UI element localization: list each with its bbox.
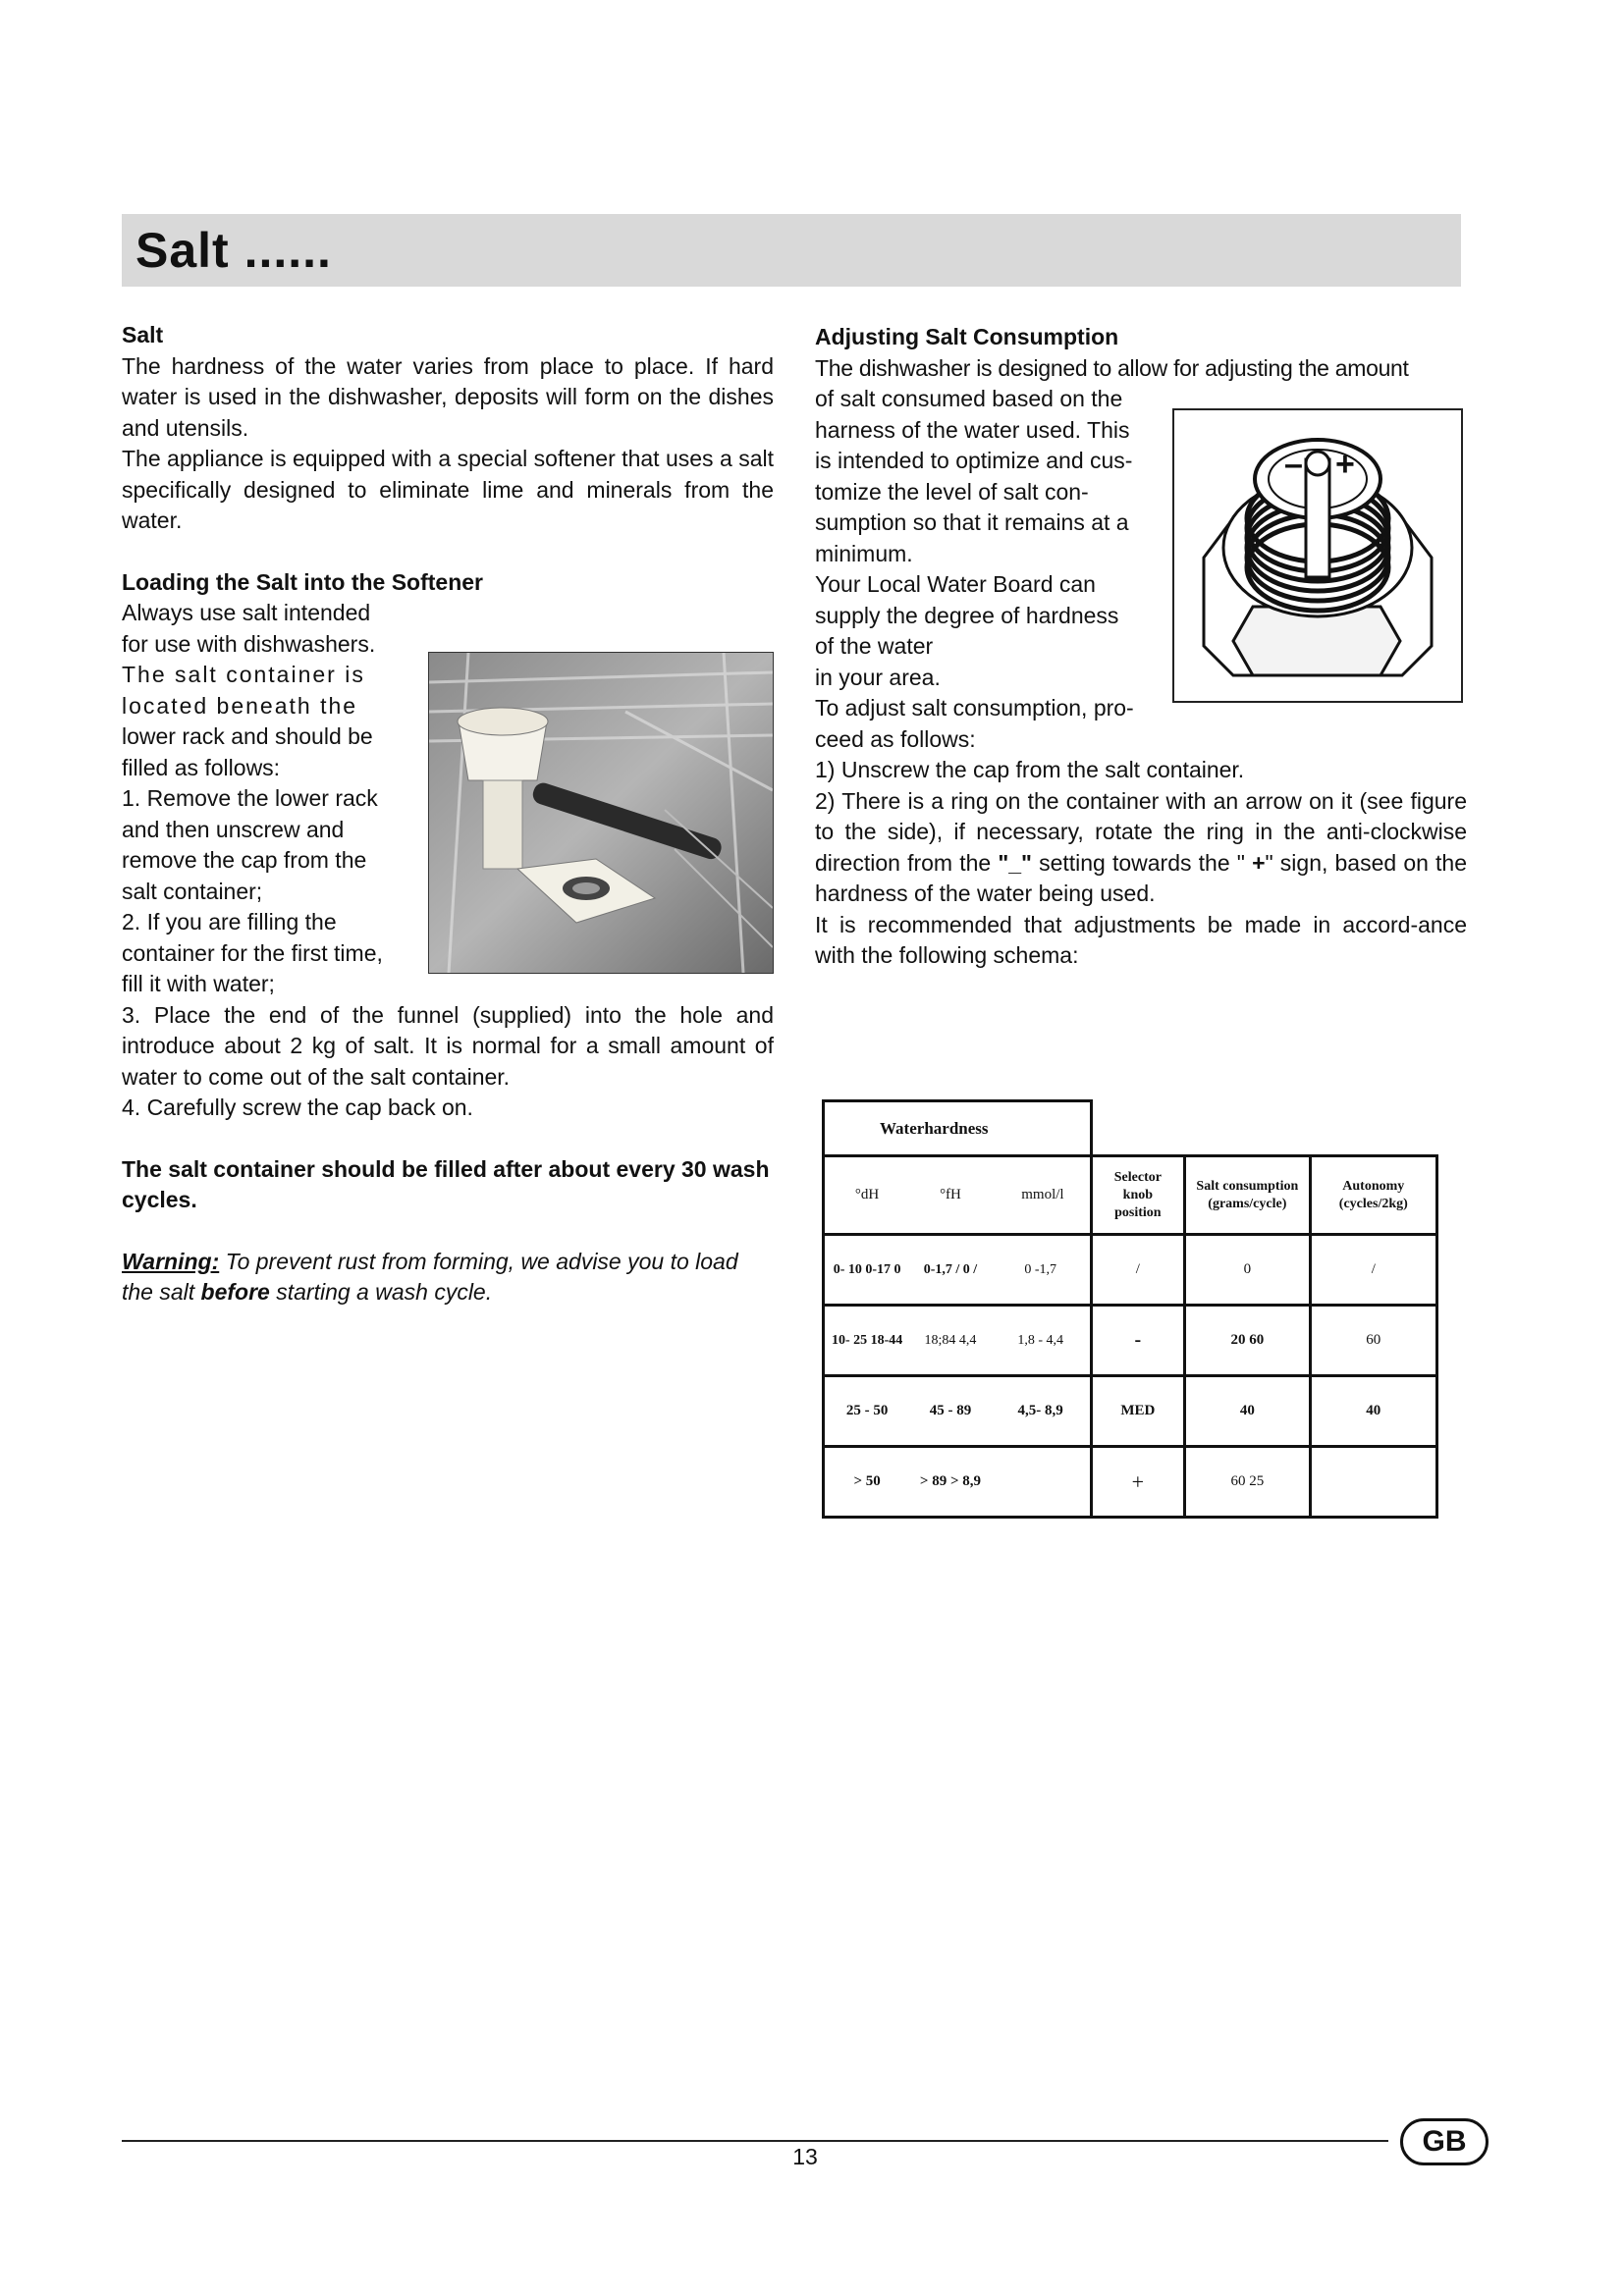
adjusting-line: supply the degree of hardness: [815, 602, 1119, 628]
adjusting-wrap-lines: [815, 384, 1164, 755]
cell: +: [1091, 1447, 1184, 1518]
cell: -: [1091, 1306, 1184, 1376]
salt-paragraph-1: The hardness of the water varies from place to place. If hard water is used in the dishwasher, deposits will form on the dishes and utensils.: [122, 352, 774, 441]
warning-note: [122, 1247, 774, 1308]
loading-line: and then unscrew and: [122, 816, 345, 842]
step2-text-mid: setting towards the ": [1031, 849, 1253, 876]
loading-line: Always use salt intended: [122, 600, 371, 625]
adjusting-step-1: 1) Unscrew the cap from the salt container.: [815, 757, 1245, 782]
adjusting-line: harness of the water used. This: [815, 416, 1130, 443]
cell: MED: [1091, 1376, 1184, 1447]
cell: 0: [1185, 1235, 1310, 1306]
salt-heading: Salt: [122, 322, 164, 347]
cell: > 89 > 8,9: [909, 1447, 992, 1518]
salt-paragraph-2: The appliance is equipped with a special softener that uses a salt specifically designed to eliminate lime and minerals from the water.: [122, 446, 774, 533]
table-row: [824, 1447, 1437, 1518]
country-badge: GB: [1400, 2118, 1489, 2165]
page-number: 13: [792, 2144, 818, 2169]
adjusting-line: minimum.: [815, 540, 913, 566]
loading-line: fill it with water;: [122, 971, 275, 996]
adjusting-line: To adjust salt consumption, pro-: [815, 695, 1134, 721]
salt-knob-illustration: [1174, 410, 1461, 701]
adjusting-line: Your Local Water Board can: [815, 571, 1096, 597]
cell: 60: [1310, 1306, 1436, 1376]
cell: 10- 25 18-44: [824, 1306, 910, 1376]
col-header-dh: °dH: [824, 1156, 910, 1235]
cell: 40: [1310, 1376, 1436, 1447]
warning-label: Warning:: [122, 1248, 220, 1274]
step-4: 4. Carefully screw the cap back on.: [122, 1095, 473, 1120]
loading-heading: Loading the Salt into the Softener: [122, 568, 483, 595]
adjusting-recommend: It is recommended that adjustments be made in accord-ance with the following schema:: [815, 911, 1467, 968]
cell: 18;84 4,4: [909, 1306, 992, 1376]
cell: 0 -1,7: [992, 1235, 1091, 1306]
cell: 20 60: [1185, 1306, 1310, 1376]
cell: 45 - 89: [909, 1376, 992, 1447]
step-3: 3. Place the end of the funnel (supplied) into the hole and introduce about 2 kg of salt. It is normal for a small amount of water to come out of the salt container.: [122, 1001, 774, 1090]
adjusting-line: ceed as follows:: [815, 725, 976, 752]
table-row: [824, 1235, 1437, 1306]
cell: 40: [1185, 1376, 1310, 1447]
footer-rule: [122, 2140, 1388, 2142]
knob-minus-label: –: [1284, 446, 1303, 483]
cell: 60 25: [1185, 1447, 1310, 1518]
adjusting-line: in your area.: [815, 664, 941, 690]
loading-line: salt container;: [122, 878, 263, 904]
cell: 0-1,7 / 0 /: [909, 1235, 992, 1306]
step2-minus: "_": [998, 849, 1032, 876]
loading-line: for use with dishwashers.: [122, 630, 376, 657]
step2-plus: +: [1252, 849, 1266, 876]
cell: /: [1091, 1235, 1184, 1306]
title-bar: [122, 214, 1461, 287]
adjusting-step-2: [815, 786, 1467, 910]
loading-steps: [122, 598, 399, 1000]
adjusting-line-1: The dishwasher is designed to allow for adjusting the amount: [815, 354, 1409, 381]
table-row: [824, 1306, 1437, 1376]
salt-container-illustration: [429, 653, 773, 973]
loading-line: lower rack and should be: [122, 723, 373, 749]
adjusting-line: tomize the level of salt con-: [815, 478, 1089, 505]
knob-plus-label: +: [1335, 446, 1355, 483]
cell: 25 - 50: [824, 1376, 910, 1447]
salt-knob-figure: [1172, 408, 1463, 703]
adjusting-heading: Adjusting Salt Consumption: [815, 324, 1119, 349]
adjusting-line: sumption so that it remains at a: [815, 509, 1129, 535]
adjusting-line: is intended to optimize and cus-: [815, 448, 1133, 473]
step2-text-pre: 2) There is a ring on the container with an arrow on it (see figure to the side), if necessary, rotate the ring in the anti-clockwise direction from the: [815, 787, 1467, 876]
cell: 1,8 - 4,4: [992, 1306, 1091, 1376]
loading-line: remove the cap from the: [122, 847, 367, 873]
water-hardness-table-wrap: [822, 1099, 1438, 1519]
cell: [1310, 1447, 1436, 1518]
salt-container-photo: [428, 652, 774, 974]
step2-text-post: " sign, based on the hardness of the water being used.: [815, 849, 1468, 906]
loading-line: container for the first time,: [122, 939, 383, 966]
loading-line: filled as follows:: [122, 754, 281, 780]
col-header-autonomy: Autonomy (cycles/2kg): [1310, 1156, 1436, 1235]
adjusting-line: of salt consumed based on the: [815, 386, 1123, 411]
col-header-salt: Salt consumption (grams/cycle): [1185, 1156, 1310, 1235]
warning-text-bold: before: [200, 1279, 270, 1305]
cell: [992, 1447, 1091, 1518]
col-header-selector: Selector knob position: [1091, 1156, 1184, 1235]
warning-text-post: starting a wash cycle.: [269, 1279, 493, 1305]
cell: 4,5- 8,9: [992, 1376, 1091, 1447]
cell: > 50: [824, 1447, 910, 1518]
warning-text-pre: To prevent rust from forming, we advise you to load the salt: [122, 1248, 738, 1305]
table-group-header: Waterhardness: [824, 1101, 1092, 1156]
table-row: [824, 1376, 1437, 1447]
loading-line: located beneath the: [122, 692, 358, 719]
col-header-mmol: mmol/l: [992, 1156, 1091, 1235]
loading-line: 2. If you are filling the: [122, 909, 337, 934]
loading-line: The salt container is: [122, 662, 365, 687]
adjusting-line: of the water: [815, 633, 934, 659]
page-title: Salt ......: [135, 223, 332, 278]
cell: /: [1310, 1235, 1436, 1306]
water-hardness-table: [822, 1099, 1438, 1519]
col-header-fh: °fH: [909, 1156, 992, 1235]
cell: 0- 10 0-17 0: [824, 1235, 910, 1306]
loading-line: 1. Remove the lower rack: [122, 785, 378, 811]
refill-note: The salt container should be filled after about every 30 wash cycles.: [122, 1155, 770, 1212]
